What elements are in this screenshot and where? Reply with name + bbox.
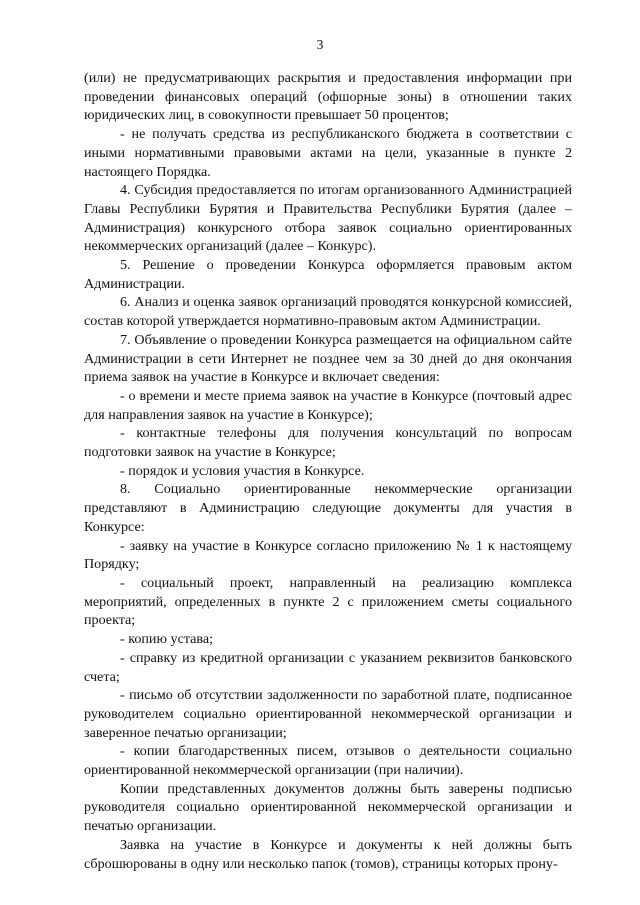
paragraph: - о времени и месте приема заявок на участие в Конкурсе (почтовый адрес для направления заявок на участие в Конкурсе);	[84, 387, 572, 423]
paragraph: - порядок и условия участия в Конкурсе.	[120, 462, 365, 479]
paragraph: 7. Объявление о проведении Конкурса размещается на официальном сайте Администрации в сети Интернет не позднее чем за 30 дней до дня окончания приема заявок на участие в Конкурсе и включает сведения:	[84, 331, 572, 386]
paragraph: 5. Решение о проведении Конкурса оформляется правовым актом Администрации.	[84, 257, 572, 292]
paragraph: - письмо об отсутствии задолженности по заработной плате, подписанное руководителем социально ориентированной некоммерческой организации и заверенное печатью организации;	[84, 687, 572, 741]
page-number: 3	[316, 37, 324, 52]
paragraph: - не получать средства из республиканского бюджета в соответствии с иными нормативными правовыми актами на цели, указанные в пункте 2 настоящего Порядка.	[84, 126, 572, 180]
paragraph: - контактные телефоны для получения консультаций по вопросам подготовки заявок на участие в Конкурсе;	[84, 425, 572, 461]
paragraph: - копию устава;	[120, 631, 214, 648]
paragraph: 6. Анализ и оценка заявок организаций проводятся конкурсной комиссией, состав которой утверждается нормативно-правовым актом Администрации.	[84, 294, 572, 330]
paragraph: 8. Социально ориентированные некоммерческие организации представляют в Администрацию следующие документы для участия в Конкурсе:	[84, 481, 572, 535]
paragraph: - копии благодарственных писем, отзывов о деятельности социально ориентированной некоммерческой организации (при наличии).	[84, 743, 572, 779]
paragraph: 4. Субсидия предоставляется по итогам организованного Администрацией Главы Республики Бурятия и Правительства Республики Бурятия (далее – Администрация) конкурсного отбора заявок социально ориентированных некоммерческих организаций (далее – Конкурс).	[84, 182, 572, 255]
paragraph: - заявку на участие в Конкурсе согласно приложению № 1 к настоящему Порядку;	[84, 537, 572, 573]
paragraph: Заявка на участие в Конкурсе и документы к ней должны быть сброшюрованы в одну или несколько папок (томов), страницы которых прону-	[84, 836, 572, 872]
document-body	[84, 69, 572, 873]
paragraph: (или) не предусматривающих раскрытия и предоставления информации при проведении финансовых операций (офшорные зоны) в отношении таких юридических лиц, в совокупности превышает 50 процентов;	[84, 70, 572, 124]
paragraph: - социальный проект, направленный на реализацию комплекса мероприятий, определенных в пункте 2 с приложением сметы социального проекта;	[84, 574, 572, 629]
paragraph: Копии представленных документов должны быть заверены подписью руководителя социально ориентированной некоммерческой организации и печатью организации.	[84, 780, 572, 835]
paragraph: - справку из кредитной организации с указанием реквизитов банковского счета;	[84, 649, 572, 685]
